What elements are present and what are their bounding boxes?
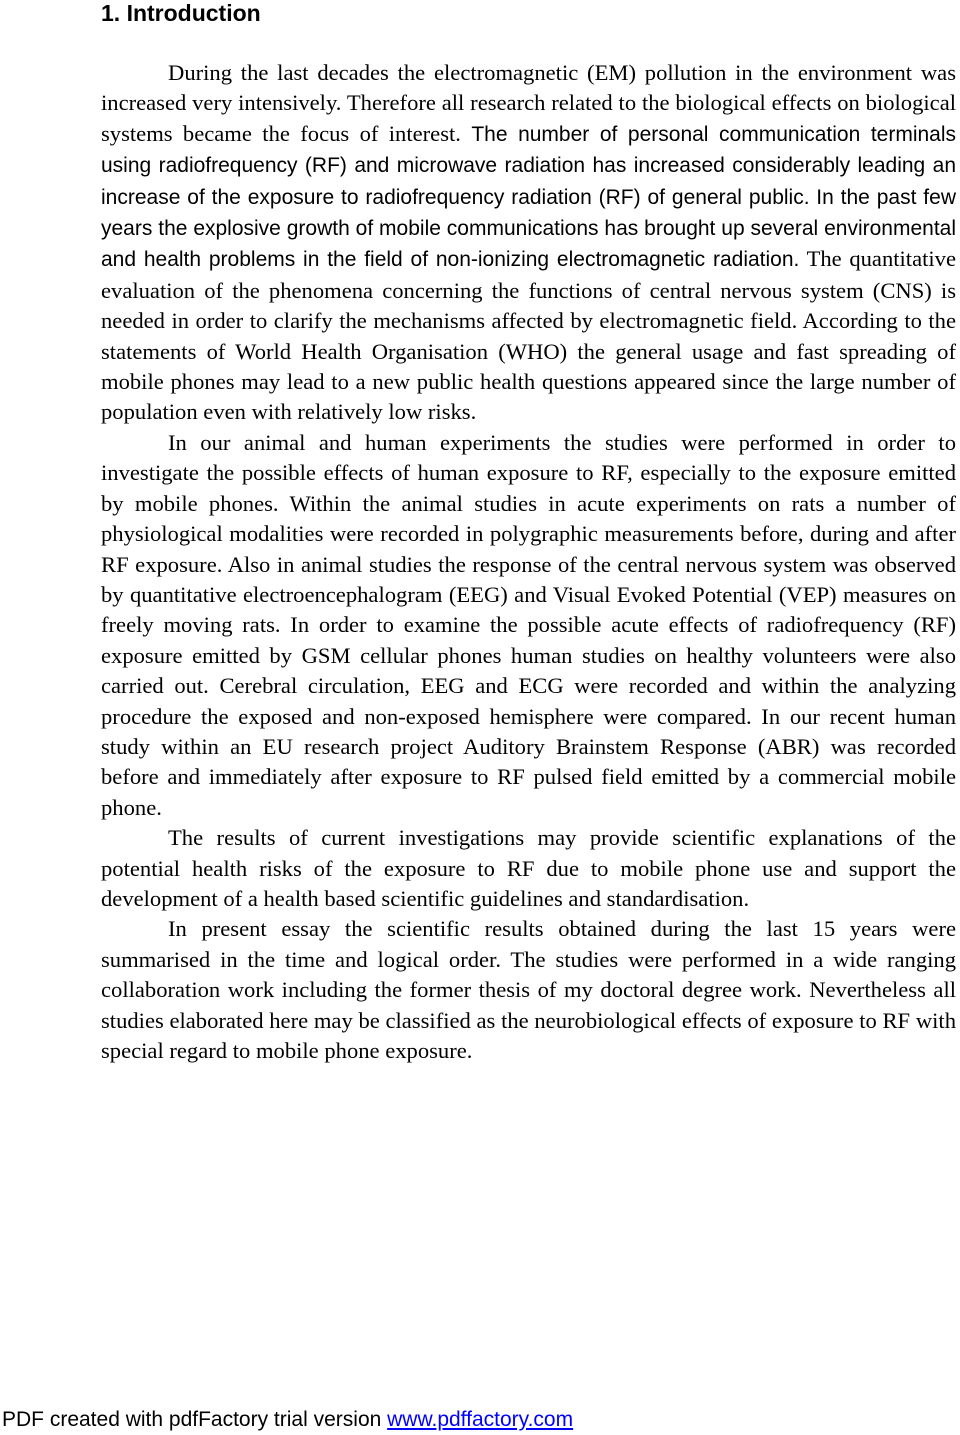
section-heading: 1. Introduction — [101, 0, 261, 26]
document-page — [101, 0, 956, 1066]
paragraph-1 — [101, 58, 956, 428]
pdf-footer — [2, 1407, 573, 1433]
paragraph-2: In our animal and human experiments the studies were performed in order to investigate the possible effects of human exposure to RF, especially to the exposure emitted by mobile phones. Within the animal studies in acute experiments on rats a number of physiological modalities were recorded in polygraphic measurements before, during and after RF exposure. Also in animal studies the response of the central nervous system was observed by quantitative electroencephalogram (EEG) and Visual Evoked Potential (VEP) measures on freely moving rats. In order to examine the possible acute effects of radiofrequency (RF) exposure emitted by GSM cellular phones human studies on healthy volunteers were also carried out. Cerebral circulation, EEG and ECG were recorded and within the analyzing procedure the exposed and non-exposed hemisphere were compared. In our recent human study within an EU research project Auditory Brainstem Response (ABR) was recorded before and immediately after exposure to RF pulsed field emitted by a commercial mobile phone. — [101, 429, 956, 820]
paragraph-1-part-a: During the last decades the electromagnetic (EM) pollution in the environment was increased very intensively. Therefore all research related to the biological effects on biological systems became the focus of interest. — [101, 60, 956, 146]
introduction-body — [101, 58, 956, 1066]
paragraph-3: The results of current investigations may provide scientific explanations of the potential health risks of the exposure to RF due to mobile phone use and support the development of a health based scientific guidelines and standardisation. — [101, 825, 956, 911]
footer-link[interactable]: www.pdffactory.com — [387, 1408, 574, 1431]
paragraph-1-part-c: In the past few years the explosive growth of mobile communications has brought up several environmental and health problems in the field of non-ionizing electromagnetic radiation. — [101, 185, 956, 272]
paragraph-4: In present essay the scientific results obtained during the last 15 years were summarised in the time and logical order. The studies were performed in a wide ranging collaboration work including the former thesis of my doctoral degree work. Nevertheless all studies elaborated here may be classified as the neurobiological effects of exposure to RF with special regard to mobile phone exposure. — [101, 916, 956, 1063]
footer-text: PDF created with pdfFactory trial version — [2, 1408, 388, 1431]
paragraph-1-part-b: The number of personal communication terminals using radiofrequency (RF) and microwave radiation has increased considerably leading an increase of the exposure to radiofrequency radiation (RF) of general public. — [101, 122, 957, 209]
paragraph-1-part-d: The quantitative evaluation of the phenomena concerning the functions of central nervous system (CNS) is needed in order to clarify the mechanisms affected by electromagnetic field. According to the statements of World Health Organisation (WHO) the general usage and fast spreading of mobile phones may lead to a new public health questions appeared since the large number of population even with relatively low risks. — [101, 246, 956, 425]
